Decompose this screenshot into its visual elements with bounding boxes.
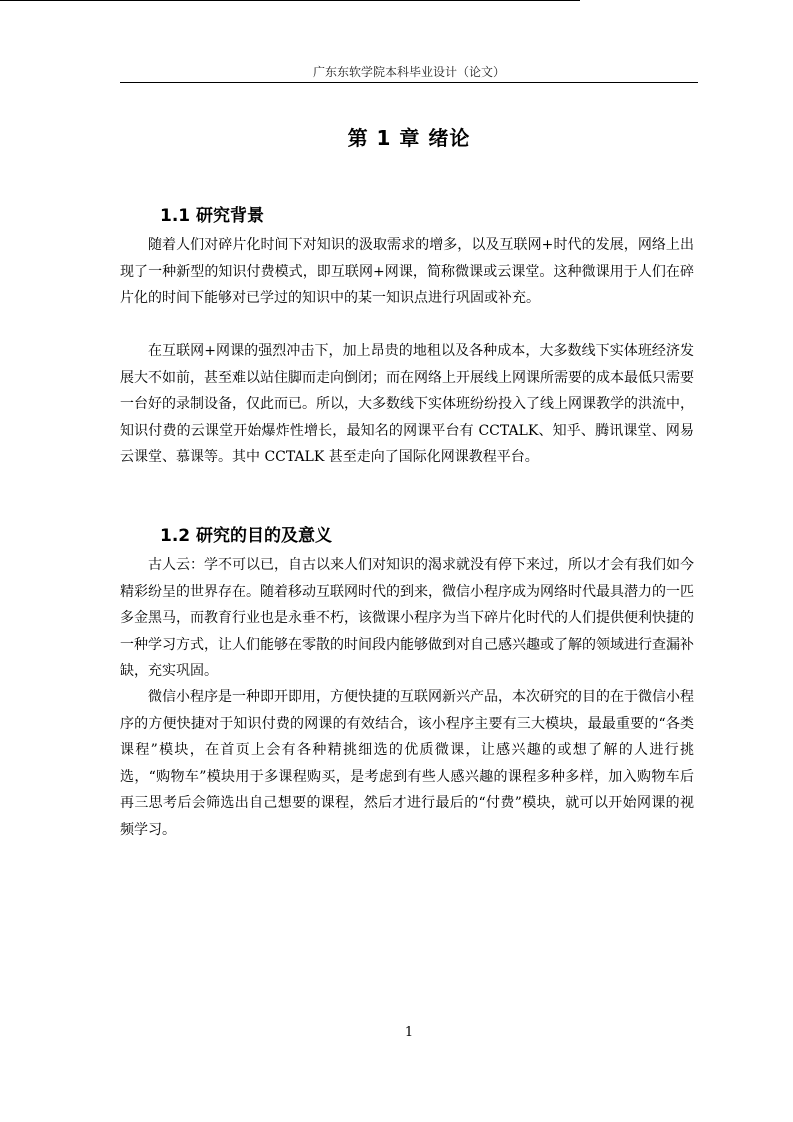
top-edge-rule: [0, 0, 580, 1]
section-heading-purpose: 1.2 研究的目的及意义: [160, 526, 333, 546]
paragraph-background-2: 在互联网+网课的强烈冲击下，加上昂贵的地租以及各种成本，大多数线下实体班经济发展大不如前，甚至难以站住脚而走向倒闭；而在网络上开展线上网课所需要的成本最低只需要一台好的录制设备，仅此而已。所以，大多数线下实体班纷纷投入了线上网课教学的洪流中，知识付费的云课堂开始爆炸性增长，最知名的网课平台有 CCTALK、知乎、腾讯课堂、网易云课堂、慕课等。其中 CCTALK 甚至走向了国际化网课教程平台。: [120, 343, 694, 466]
running-header: 广东东软学院本科毕业设计（论文）: [312, 65, 505, 79]
header-rule: [120, 82, 698, 83]
section-heading-background: 1.1 研究背景: [160, 206, 265, 226]
paragraph-background-1: 随着人们对碎片化时间下对知识的汲取需求的增多，以及互联网+时代的发展，网络上出现了一种新型的知识付费模式，即互联网+网课，简称微课或云课堂。这种微课用于人们在碎片化的时间下能够对已学过的知识中的某一知识点进行巩固或补充。: [120, 237, 694, 307]
paragraph-purpose-2: 微信小程序是一种即开即用，方便快捷的互联网新兴产品，本次研究的目的在于微信小程序的方便快捷对于知识付费的网课的有效结合，该小程序主要有三大模块，最最重要的“各类课程”模块，在首页上会有各种精挑细选的优质微课，让感兴趣的或想了解的人进行挑选，“购物车”模块用于多课程购买，是考虑到有些人感兴趣的课程多种多样，加入购物车后再三思考后会筛选出自己想要的课程，然后才进行最后的“付费”模块，就可以开始网课的视频学习。: [120, 689, 694, 838]
paragraph-purpose-1: 古人云：学不可以已，自古以来人们对知识的渴求就没有停下来过，所以才会有我们如今精彩纷呈的世界存在。随着移动互联网时代的到来，微信小程序成为网络时代最具潜力的一匹多金黑马，而教育行业也是永垂不朽，该微课小程序为当下碎片化时代的人们提供便利快捷的一种学习方式，让人们能够在零散的时间段内能够做到对自己感兴趣或了解的领域进行查漏补缺，充实巩固。: [120, 557, 694, 680]
page-number: 1: [404, 1025, 414, 1040]
chapter-title: 第 1 章 绪论: [347, 126, 471, 150]
